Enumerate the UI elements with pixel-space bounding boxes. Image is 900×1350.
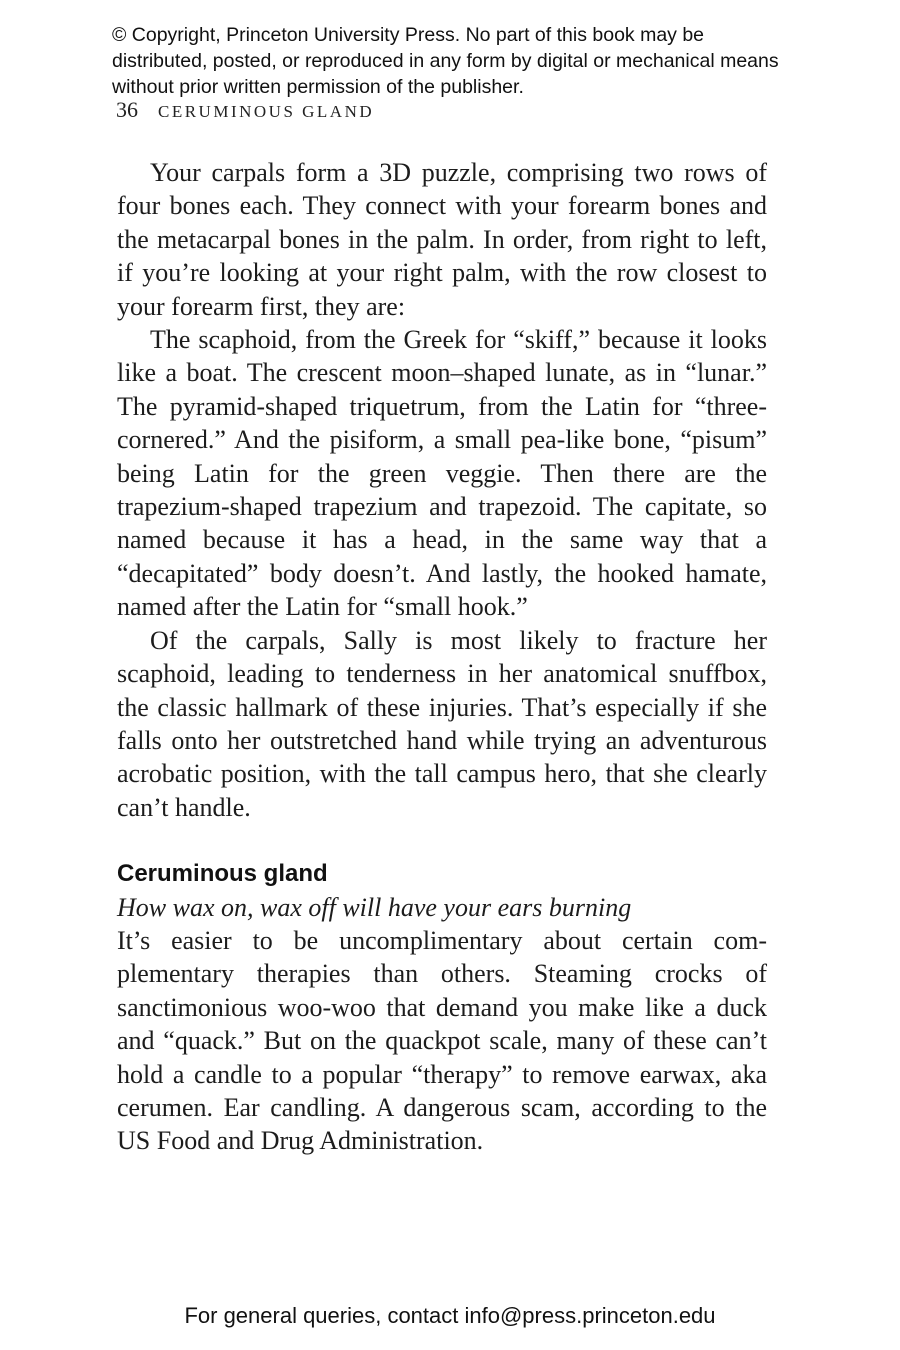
body-text [117, 156, 767, 1158]
copyright-notice: © Copyright, Princeton University Press. No part of this book may be distributed, posted, or reproduced in any form by digital or mechanical means without prior written permission of the publisher. [112, 24, 779, 98]
paragraph-scaphoid-fracture: Of the carpals, Sally is most likely to fracture her scaphoid, leading to tenderness in her anatomical snuffbox, the classic hallmark of these injuries. That’s especially if she falls onto her outstretched hand while trying an adventurous acrobatic position, with the tall campus hero, that she clearly can’t handle. [117, 625, 767, 822]
paragraph-carpals-intro: Your carpals form a 3D puzzle, comprising two rows of four bones each. They connect with your forearm bones and the metacarpal bones in the palm. In order, from right to left, if you’re looking at your right palm, with the row closest to your forearm first, they are: [117, 158, 767, 321]
paragraph-carpal-names: The scaphoid, from the Greek for “skiff,” because it looks like a boat. The crescent moon–shaped lunate, as in “lunar.” The pyramid-shaped triquetrum, from the Latin for “three-cornered.” And the pisiform, a small pea-like bone, “pisum” being Latin for the green veggie. Then there are the trapezium-shaped trapezium and trapezoid. The capitate, so named because it has a head, in the same way that a “decapitated” body doesn’t. And lastly, the hooked hamate, named after the Latin for “small hook.” [117, 325, 767, 622]
running-head [116, 97, 374, 123]
footer-contact: For general queries, contact info@press.princeton.edu [184, 1303, 716, 1328]
paragraph-ear-candling: It’s easier to be uncomplimentary about certain complementary therapies than others. Steaming crocks of sanctimonious woo-woo that demand you make like a duck and “quack.” But on the quackpot scale, many of these can’t hold a candle to a popular “therapy” to remove earwax, aka cerumen. Ear candling. A dangerous scam, according to the US Food and Drug Administration. [117, 925, 767, 1156]
page-number: 36 [116, 97, 138, 122]
section-heading: Ceruminous gland [117, 860, 328, 888]
running-title: CERUMINOUS GLAND [158, 102, 375, 121]
section-subtitle: How wax on, wax off will have your ears burning [117, 892, 632, 922]
